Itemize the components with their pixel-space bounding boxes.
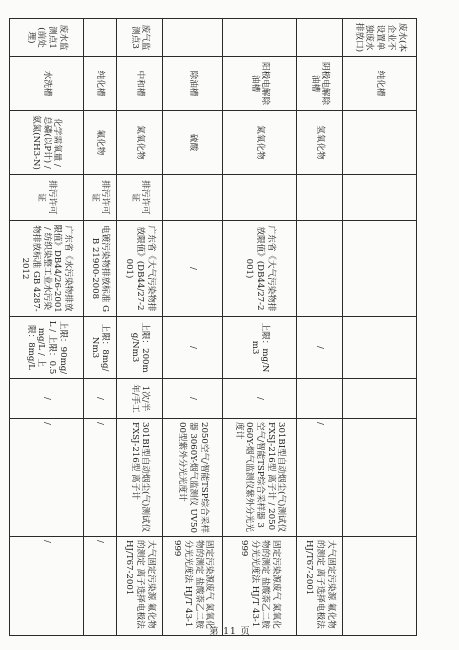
table-cell: 2050空气/智能TSP综合采样器 3060Y-烟气监测仪 UV5000型紫外分光光度计 bbox=[163, 419, 223, 537]
table-cell bbox=[343, 317, 417, 379]
table-cell bbox=[296, 19, 343, 57]
table-cell: 氢氧化物 bbox=[296, 111, 343, 175]
table-cell: / bbox=[163, 379, 223, 419]
table-cell bbox=[163, 19, 223, 57]
table-cell bbox=[296, 175, 343, 221]
table-cell: / bbox=[83, 419, 116, 537]
table-cell: 氟化物 bbox=[83, 111, 116, 175]
table-cell: 水洗槽 bbox=[10, 57, 84, 111]
table-row bbox=[10, 19, 84, 636]
table-cell: 301BI型自动烟尘(气)测试仪 FXSJ-216型 离子计 / 2050空气/智能TSP综合采样器 3060Y-烟气监测仪紫外分光光度计 bbox=[223, 419, 297, 537]
table-cell: 硫酸 bbox=[163, 111, 223, 175]
table-cell: / bbox=[10, 419, 84, 537]
page-number: 第 11 页 bbox=[209, 627, 251, 637]
table-cell: 广东省《水污染物排放限值》DB44/26-2001 / 纺织染整工业水污染物排放标准 GB 4287-2012 bbox=[10, 221, 84, 317]
table-cell bbox=[343, 221, 417, 317]
table-cell: 大气固定污染源 氟化物的测定 离子选择电极法 HJ/T67-2001 bbox=[116, 537, 163, 636]
table-cell bbox=[83, 19, 116, 57]
table-cell bbox=[343, 175, 417, 221]
table-cell: / bbox=[10, 379, 84, 419]
table-cell bbox=[223, 175, 297, 221]
table-cell: 废水(本企业不设置单独废水排放口) bbox=[343, 19, 417, 57]
table-cell: / bbox=[296, 419, 343, 537]
table-cell bbox=[296, 379, 343, 419]
table-cell: 固定污染源废气 氮氧化物的测定 盐酸萘乙二胺分光光度法 HJ/T 43-1999 bbox=[223, 537, 297, 636]
table-cell: / bbox=[296, 317, 343, 379]
table-cell: 氮氧化物 bbox=[223, 111, 297, 175]
table-cell bbox=[343, 379, 417, 419]
table-row bbox=[223, 19, 297, 636]
table-cell: 上限：200mg/Nm3 bbox=[116, 317, 163, 379]
table-cell: / bbox=[83, 379, 116, 419]
table-cell: 上限：90mg/L / 上限：0.5mg/L / 上限：8mg/L bbox=[10, 317, 84, 379]
table-cell bbox=[343, 419, 417, 537]
table-cell: 排污许可证 bbox=[10, 175, 84, 221]
table-row bbox=[163, 19, 223, 636]
rotated-table-wrapper bbox=[9, 18, 417, 635]
table-cell: 废水监测点1(前处理) bbox=[10, 19, 84, 57]
table-cell: / bbox=[163, 221, 223, 317]
table-cell bbox=[343, 111, 417, 175]
table-row bbox=[116, 19, 163, 636]
table-cell: 广东省《大气污染物排放限值》(DB44/27-2001) bbox=[116, 221, 163, 317]
table-cell: 大气固定污染源 氟化物的测定 离子选择电极法 HJ/T67-2001 bbox=[296, 537, 343, 636]
table-cell bbox=[343, 537, 417, 636]
table-cell: 电镀污染物排放标准 GB 21900-2008 bbox=[83, 221, 116, 317]
table-cell: / bbox=[83, 537, 116, 636]
table-cell: 除油槽 bbox=[163, 57, 223, 111]
table-cell: 上限：8mg/Nm3 bbox=[83, 317, 116, 379]
table-row bbox=[296, 19, 343, 636]
table-cell: 中和槽 bbox=[116, 57, 163, 111]
table-cell: 纯化槽 bbox=[343, 57, 417, 111]
table-cell: 广东省《大气污染物排放限值》(DB44/27-2001) bbox=[223, 221, 297, 317]
table-cell: 排污许可证 bbox=[116, 175, 163, 221]
table-cell: / bbox=[223, 379, 297, 419]
table-cell: 1次/半年/手工 bbox=[116, 379, 163, 419]
table-cell: 化学需氧量 / 总磷(以P计) / 氨氮(NH3-N) bbox=[10, 111, 84, 175]
table-cell: 排污许可证 bbox=[83, 175, 116, 221]
table-cell: 纯化槽 bbox=[83, 57, 116, 111]
table-cell bbox=[163, 175, 223, 221]
table-cell: 固定污染源废气 氮氧化物的测定 盐酸萘乙二胺分光光度法 HJ/T 43-1999 bbox=[163, 537, 223, 636]
table-row bbox=[343, 19, 417, 636]
table-cell: 废气监测点3 bbox=[116, 19, 163, 57]
table-cell: 阳极电解除油槽 bbox=[223, 57, 297, 111]
table-cell: 上限：mg/Nm3 bbox=[223, 317, 297, 379]
table-cell: / bbox=[163, 317, 223, 379]
table-cell: 301BI型自动烟尘(气)测试仪 FXSJ-216型 离子计 bbox=[116, 419, 163, 537]
table-cell bbox=[296, 221, 343, 317]
table-cell: 氮氧化物 bbox=[116, 111, 163, 175]
table-cell: / bbox=[10, 537, 84, 636]
table-cell: 阴极电解除油槽 bbox=[296, 57, 343, 111]
monitoring-table bbox=[9, 18, 417, 636]
table-row bbox=[83, 19, 116, 636]
table-cell bbox=[223, 19, 297, 57]
